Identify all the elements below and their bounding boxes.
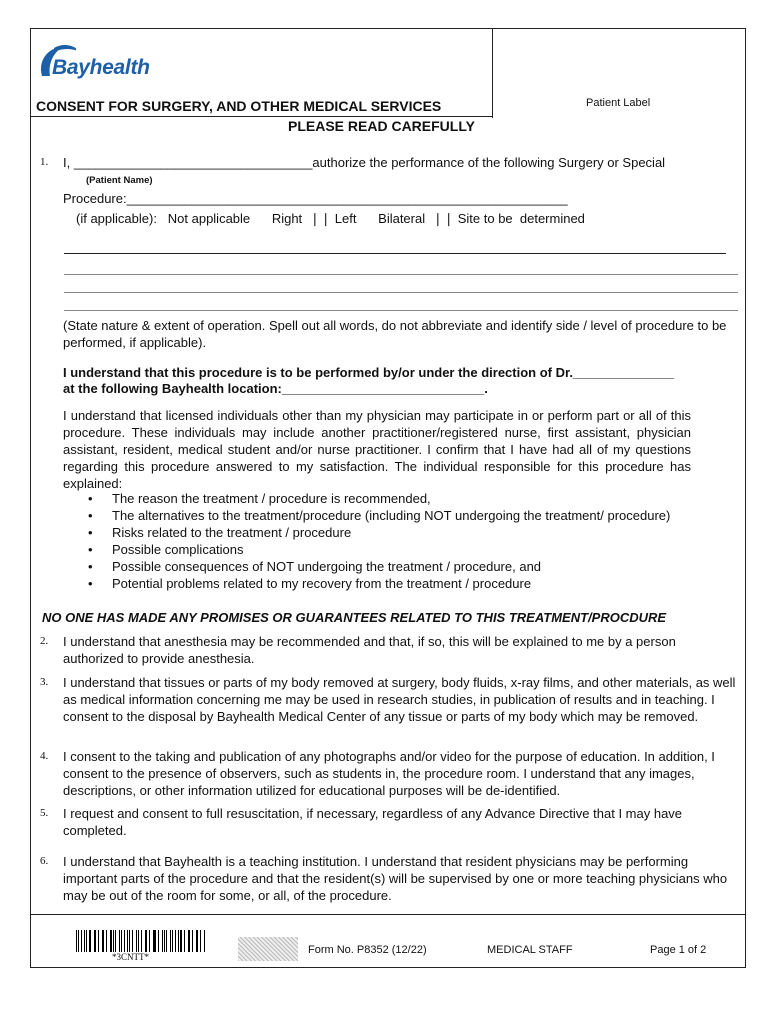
barcode-bar xyxy=(103,930,104,952)
tissue-disposal-clause: I understand that tissues or parts of my body removed at surgery, body fluids, x-ray films, and other materials, as well as medical information concerning me may be used in research studies, in publication of results and in teaching. I consent to the disposal by Bayhealth Medical Center of any tissue or parts of my body which may be removed. xyxy=(63,675,736,724)
procedure-entry-line[interactable] xyxy=(64,292,738,293)
barcode-bar xyxy=(146,930,147,952)
barcode-bar xyxy=(136,930,137,952)
barcode-bar xyxy=(184,930,185,952)
barcode-bar xyxy=(119,930,120,952)
barcode-bar xyxy=(127,930,128,952)
barcode-bar xyxy=(121,930,122,952)
barcode-bar xyxy=(180,930,182,952)
anesthesia-clause: I understand that anesthesia may be recommended and that, if so, this will be explained to me by a person authorized to provide anesthesia. xyxy=(63,634,676,666)
explanation-list xyxy=(88,490,670,592)
procedure-entry-line[interactable] xyxy=(64,253,726,254)
procedure-entry-line[interactable] xyxy=(64,274,738,275)
physician-direction-line[interactable]: I understand that this procedure is to be performed by/or under the direction of Dr.______________ xyxy=(63,365,675,380)
page-subtitle: PLEASE READ CAREFULLY xyxy=(288,118,475,134)
barcode-bar xyxy=(145,930,146,952)
barcode-bar xyxy=(172,930,173,952)
barcode-bar xyxy=(86,930,87,952)
procedure-line[interactable]: Procedure:_____________________________________________________________ xyxy=(63,191,568,206)
barcode-bar xyxy=(192,930,193,952)
header-divider-vertical xyxy=(492,28,493,118)
barcode-bar xyxy=(138,930,139,952)
barcode-bar xyxy=(188,930,189,952)
item-number: 6. xyxy=(40,855,49,867)
barcode-bar xyxy=(197,930,198,952)
barcode-bar xyxy=(113,930,114,952)
photography-clause: I consent to the taking and publication of any photographs and/or video for the purpose of education. In addition, I consent to the presence of observers, such as students in, the procedure room. I understand that any images, descriptions, or other information utilized for educational purposes will be de-identified. xyxy=(63,749,715,798)
list-item: • Possible complications xyxy=(88,541,670,558)
barcode-bar xyxy=(158,930,159,952)
barcode-bar xyxy=(178,930,179,952)
page-title: CONSENT FOR SURGERY, AND OTHER MEDICAL SERVICES xyxy=(36,98,442,114)
laterality-options[interactable]: (if applicable): Not applicable Right ❘❘ Left Bilateral ❘❘ Site to be determined xyxy=(76,211,585,226)
item-number: 5. xyxy=(40,807,49,819)
barcode-bar xyxy=(94,930,95,952)
scan-patch xyxy=(238,937,298,961)
barcode-bar xyxy=(175,930,176,952)
barcode-bar xyxy=(81,930,82,952)
barcode-bar xyxy=(132,930,134,952)
bayhealth-logo xyxy=(36,42,186,90)
barcode-bar xyxy=(162,930,163,952)
barcode-bar xyxy=(196,930,197,952)
barcode-bar xyxy=(84,930,85,952)
patient-label: Patient Label xyxy=(586,97,651,109)
barcode-bar xyxy=(200,930,201,952)
barcode-bar xyxy=(204,930,205,952)
barcode-bar xyxy=(76,930,77,952)
barcode-bar xyxy=(89,930,91,952)
barcode-bar xyxy=(129,930,130,952)
barcode-bar xyxy=(110,930,112,952)
barcode-bar xyxy=(124,930,125,952)
list-item: • Potential problems related to my recovery from the treatment / procedure xyxy=(88,575,670,592)
department-label: MEDICAL STAFF xyxy=(487,944,573,956)
barcode-bar xyxy=(115,930,116,952)
header-divider-horizontal xyxy=(30,116,493,117)
barcode-text: *3CNTT* xyxy=(112,952,149,962)
licensed-individuals-paragraph: I understand that licensed individuals other than my physician may participate in or perform part or all of this procedure. These individuals may include another practitioner/registered nurse, first assistant, physician assistant, resident, medical student and/or nurse practitioner. I confirm that I have had all of my questions regarding this procedure answered to my satisfaction. The individual responsible for this procedure has explained: xyxy=(63,408,691,491)
item-number: 2. xyxy=(40,635,49,647)
footer-divider xyxy=(30,914,746,915)
item-number: 1. xyxy=(40,156,49,168)
no-promises-statement: NO ONE HAS MADE ANY PROMISES OR GUARANTEES RELATED TO THIS TREATMENT/PROCDURE xyxy=(42,610,667,625)
barcode-bar xyxy=(154,930,156,952)
list-item: • The reason the treatment / procedure is recommended, xyxy=(88,490,670,507)
state-nature-note: (State nature & extent of operation. Spell out all words, do not abbreviate and identify side / level of procedure to be performed, if applicable). xyxy=(63,318,727,350)
barcode-bar xyxy=(166,930,167,952)
barcode-bar xyxy=(170,930,171,952)
location-line[interactable]: at the following Bayhealth location:____________________________. xyxy=(63,381,488,396)
item-number: 3. xyxy=(40,676,49,688)
page-number: Page 1 of 2 xyxy=(650,944,707,956)
barcode-bar xyxy=(149,930,150,952)
list-item: • The alternatives to the treatment/procedure (including NOT undergoing the treatment/ procedure) xyxy=(88,507,670,524)
patient-name-caption: (Patient Name) xyxy=(86,175,153,186)
barcode-bar xyxy=(153,930,154,952)
resuscitation-clause: I request and consent to full resuscitation, if necessary, regardless of any Advance Directive that I may have completed. xyxy=(63,806,683,838)
teaching-institution-clause: I understand that Bayhealth is a teaching institution. I understand that resident physicians may be performing important parts of the procedure and that the resident(s) will be supervised by one or more teaching physicians who may be out of the room for some, or all, of the procedure. xyxy=(63,854,728,903)
procedure-entry-line[interactable] xyxy=(64,310,738,311)
patient-name-line[interactable]: I, _________________________________authorize the performance of the following Surgery or Special xyxy=(63,155,666,170)
barcode-bar xyxy=(141,930,142,952)
barcode-bar xyxy=(102,930,103,952)
list-item: • Risks related to the treatment / procedure xyxy=(88,524,670,541)
list-item: • Possible consequences of NOT undergoing the treatment / procedure, and xyxy=(88,558,670,575)
barcode-bar xyxy=(78,930,79,952)
logo-wordmark: Bayhealth xyxy=(52,56,150,79)
barcode-bar xyxy=(106,930,107,952)
form-number: Form No. P8352 (12/22) xyxy=(308,944,427,956)
barcode-bar xyxy=(189,930,190,952)
barcode-bar xyxy=(98,930,99,952)
item-number: 4. xyxy=(40,750,49,762)
barcode-bar xyxy=(95,930,96,952)
form-barcode xyxy=(76,930,206,952)
barcode-bar xyxy=(164,930,165,952)
